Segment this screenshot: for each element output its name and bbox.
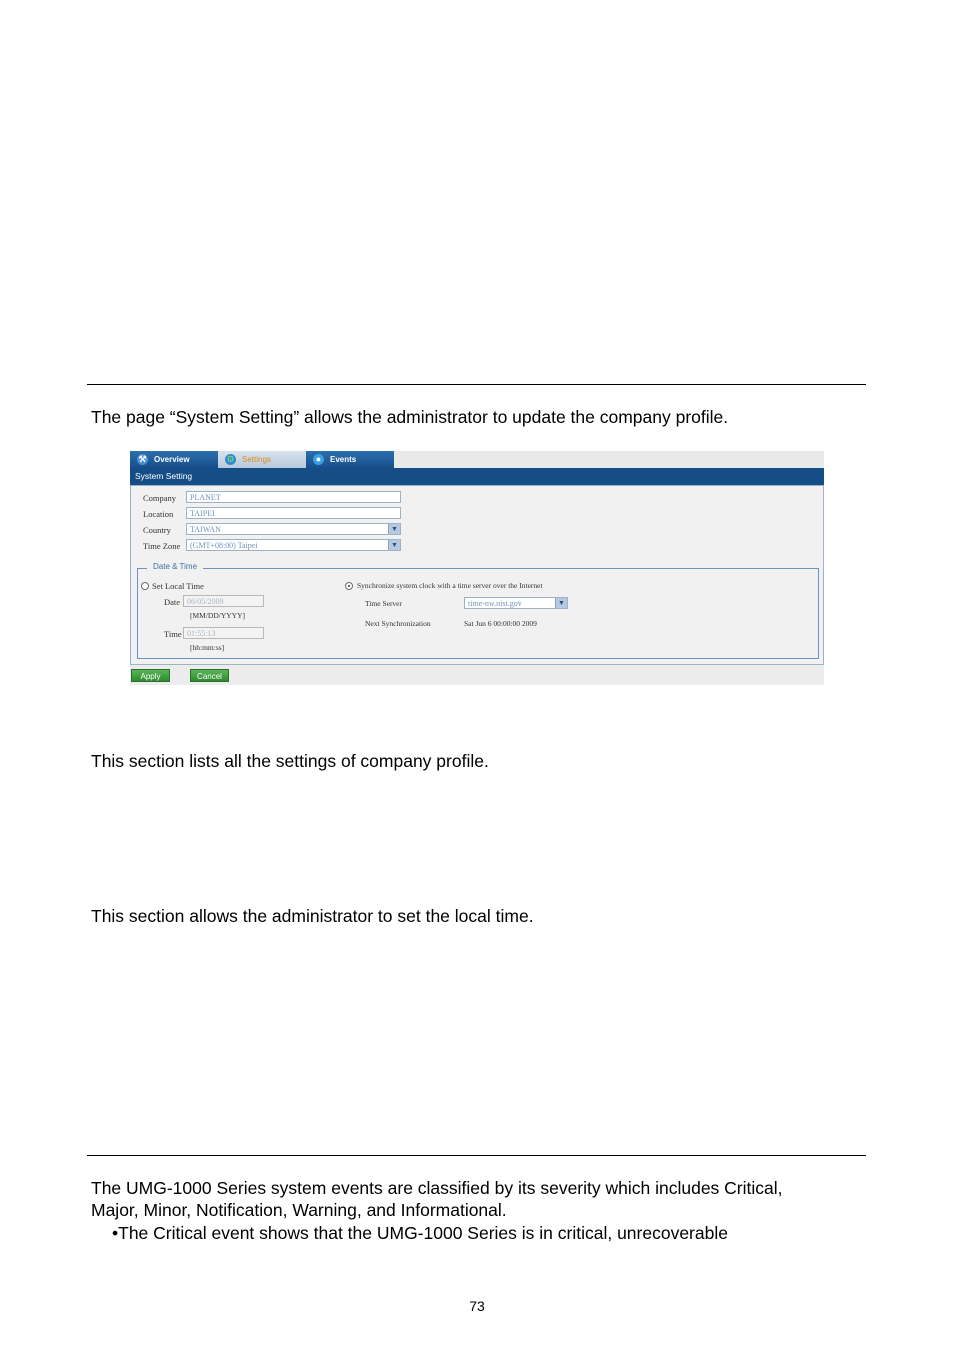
location-field[interactable]: TAIPEI bbox=[186, 507, 401, 519]
country-select[interactable] bbox=[186, 523, 401, 535]
timezone-value: (GMT+08:00) Taipei bbox=[190, 541, 258, 550]
top-divider bbox=[87, 384, 866, 385]
intro-paragraph: The page “System Setting” allows the administrator to update the company profile. bbox=[91, 407, 729, 427]
system-setting-screenshot bbox=[130, 451, 824, 685]
tab-events-label: Events bbox=[330, 455, 357, 464]
date-field[interactable]: 06/05/2009 bbox=[183, 595, 264, 607]
tab-settings[interactable] bbox=[218, 451, 306, 468]
events-paragraph-line2: Major, Minor, Notification, Warning, and Informational. bbox=[91, 1200, 507, 1220]
date-format-hint: [MM/DD/YYYY] bbox=[190, 611, 245, 620]
wrench-icon: ⚒ bbox=[138, 454, 147, 464]
time-server-label: Time Server bbox=[365, 599, 403, 608]
time-format-hint: [hh:mm:ss] bbox=[190, 643, 225, 652]
country-label: Country bbox=[143, 525, 171, 535]
country-value: TAIWAN bbox=[190, 525, 221, 534]
company-field[interactable]: PLANET bbox=[186, 491, 401, 503]
tab-settings-label: Settings bbox=[242, 455, 271, 464]
tab-events[interactable] bbox=[306, 451, 394, 468]
gear-icon: ⚙ bbox=[226, 454, 235, 464]
cancel-button[interactable]: Cancel bbox=[190, 669, 229, 682]
sync-clock-label: Synchronize system clock with a time server over the Internet bbox=[357, 581, 543, 590]
settings-panel bbox=[130, 485, 824, 665]
page-number: 73 bbox=[469, 1298, 485, 1314]
chevron-down-icon[interactable]: ▼ bbox=[555, 598, 567, 608]
company-label: Company bbox=[143, 493, 177, 503]
company-profile-paragraph: This section lists all the settings of company profile. bbox=[91, 751, 489, 771]
next-sync-label: Next Synchronization bbox=[365, 619, 431, 628]
next-sync-value: Sat Jun 6 00:00:00 2009 bbox=[464, 619, 537, 628]
timezone-select[interactable] bbox=[186, 539, 401, 551]
date-label: Date bbox=[164, 597, 181, 607]
events-paragraph-line1: The UMG-1000 Series system events are classified by its severity which includes Critical, bbox=[91, 1178, 783, 1198]
set-local-time-label: Set Local Time bbox=[152, 581, 204, 591]
critical-event-bullet: •The Critical event shows that the UMG-1000 Series is in critical, unrecoverable bbox=[112, 1223, 728, 1243]
tab-bar bbox=[130, 451, 824, 468]
set-local-time-radio[interactable] bbox=[141, 582, 149, 590]
panel-title: System Setting bbox=[130, 468, 824, 485]
time-server-value: time-nw.nist.gov bbox=[468, 599, 522, 608]
tab-overview[interactable] bbox=[130, 451, 218, 468]
bottom-divider bbox=[87, 1155, 866, 1156]
timezone-label: Time Zone bbox=[143, 541, 181, 551]
location-label: Location bbox=[143, 509, 174, 519]
date-time-legend: Date & Time bbox=[147, 562, 203, 571]
time-label: Time bbox=[164, 629, 182, 639]
time-server-select[interactable] bbox=[464, 597, 568, 609]
chevron-down-icon[interactable]: ▼ bbox=[388, 540, 400, 550]
sync-clock-radio[interactable] bbox=[345, 582, 353, 590]
tab-overview-label: Overview bbox=[154, 455, 190, 464]
apply-button[interactable]: Apply bbox=[131, 669, 170, 682]
local-time-paragraph: This section allows the administrator to set the local time. bbox=[91, 906, 534, 926]
globe-icon: ● bbox=[313, 454, 324, 465]
time-field[interactable]: 01:55:13 bbox=[183, 627, 264, 639]
chevron-down-icon[interactable]: ▼ bbox=[388, 524, 400, 534]
